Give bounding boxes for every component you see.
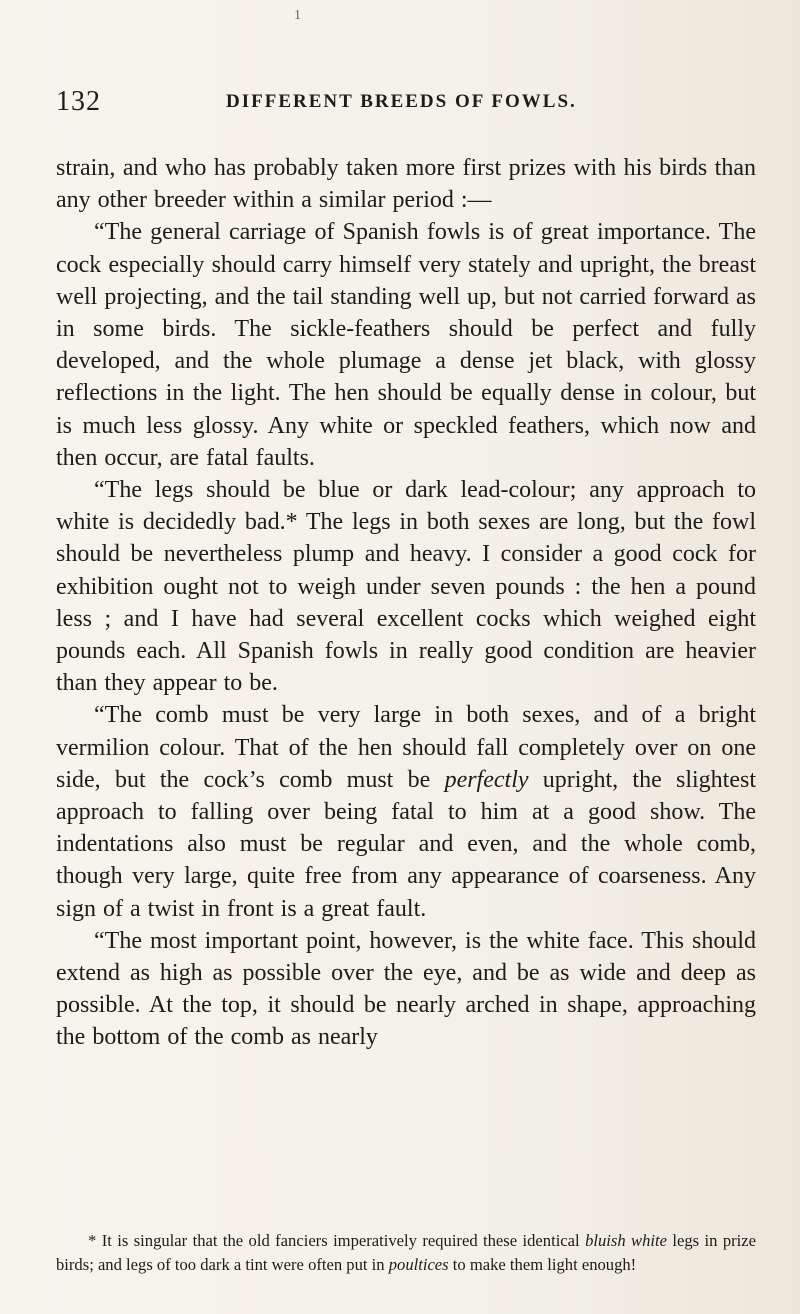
paragraph [56, 152, 756, 216]
text-run: “The legs should be blue or dark lead-colour; any approach to white is decidedly bad.* The legs in both sexes are long, but the fowl should be nevertheless plump and heavy. I consider a good cock for exhibition ought not to weigh under seven pounds : the hen a pound less ; and I have had several excellent cocks which weighed eight pounds each. All Spanish fowls in really good condition are heavier than they appear to be. [56, 477, 756, 697]
text-run: to make them light enough! [448, 1255, 637, 1274]
text-run: strain, and who has probably taken more first prizes with his birds than any other breeder within a similar period :— [56, 155, 756, 214]
italic-text: bluish white [585, 1231, 667, 1250]
page-number: 132 [56, 86, 101, 117]
paragraph [56, 699, 756, 924]
paragraph [56, 216, 756, 474]
body-text [56, 152, 756, 1054]
text-run: “The comb must be very large in both sexes, and of a bright vermilion colour. That of the hen should fall completely over on one side, but the cock’s comb must be [56, 702, 756, 793]
paragraph [56, 474, 756, 699]
text-run: upright, the slightest approach to falling over being fatal to him at a good show. The indentations also must be regular and even, and the whole comb, though very large, quite free from any appearance of coarseness. Any sign of a twist in front is a great fault. [56, 766, 757, 922]
stray-mark: 1 [294, 8, 301, 23]
running-head: DIFFERENT BREEDS OF FOWLS. [226, 91, 577, 112]
italic-text: poultices [388, 1255, 449, 1274]
page-header [56, 86, 756, 120]
italic-text: perfectly [444, 766, 529, 793]
text-run: legs in prize birds; and legs of too dark a tint were often put in [56, 1231, 757, 1274]
paragraph [56, 925, 756, 1054]
text-run: “The most important point, however, is the white face. This should extend as high as possible over the eye, and be as wide and deep as possible. At the top, it should be nearly arched in shape, approaching the bottom of the comb as nearly [56, 927, 756, 1051]
text-run: “The general carriage of Spanish fowls is of great importance. The cock especially should carry himself very stately and upright, the breast well projecting, and the tail standing well up, but not carried forward as in some birds. The sickle-feathers should be perfect and fully developed, and the whole plumage a dense jet black, with glossy reflections in the light. The hen should be equally dense in colour, but is much less glossy. Any white or speckled feathers, which now and then occur, are fatal faults. [56, 219, 756, 471]
text-run: * It is singular that the old fanciers imperatively required these identical [88, 1231, 586, 1250]
footnote [56, 1229, 756, 1277]
footnote-paragraph [56, 1229, 756, 1277]
